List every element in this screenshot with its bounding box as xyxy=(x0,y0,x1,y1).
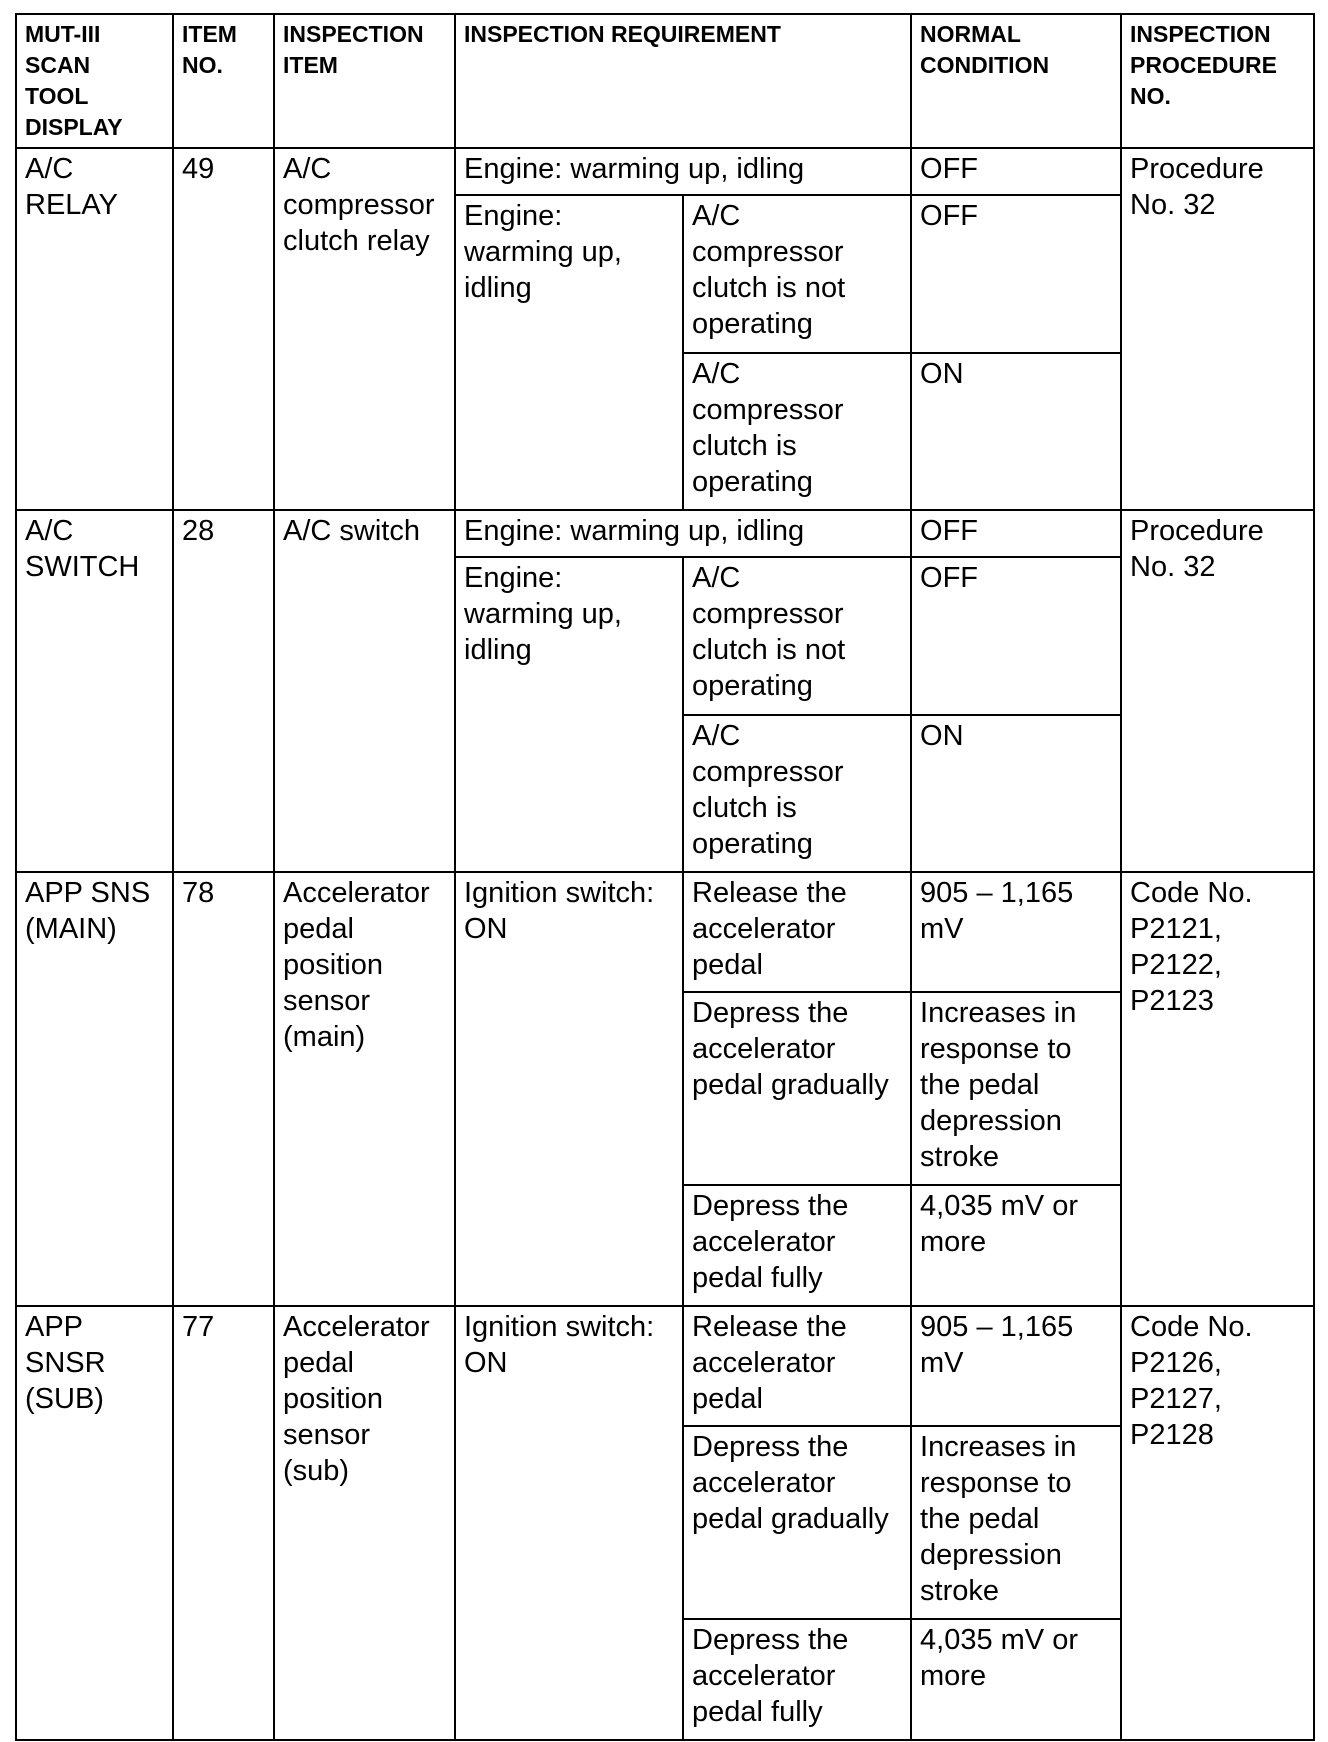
requirement-group-cell: Ignition switch: ON xyxy=(455,872,683,1306)
item-no-cell: 77 xyxy=(173,1306,274,1740)
procedure-cell: Code No. P2121, P2122, P2123 xyxy=(1121,872,1314,1306)
requirement-cell: Engine: warming up, idling xyxy=(455,148,911,195)
normal-condition-cell: ON xyxy=(911,353,1121,510)
normal-condition-cell: OFF xyxy=(911,195,1121,353)
normal-condition-cell: OFF xyxy=(911,148,1121,195)
procedure-cell: Procedure No. 32 xyxy=(1121,148,1314,510)
normal-condition-cell: ON xyxy=(911,715,1121,872)
item-no-cell: 49 xyxy=(173,148,274,510)
requirement-group-cell: Engine: warming up, idling xyxy=(455,195,683,510)
sub-requirement-cell: A/C compressor clutch is not operating xyxy=(683,557,911,715)
inspection-table xyxy=(15,13,1315,1741)
table-row xyxy=(16,148,1314,195)
display-cell: A/C RELAY xyxy=(16,148,173,510)
display-cell: APP SNS (MAIN) xyxy=(16,872,173,1306)
sub-requirement-cell: Release the accelerator pedal xyxy=(683,1306,911,1426)
sub-requirement-cell: Depress the accelerator pedal gradually xyxy=(683,1426,911,1619)
normal-condition-cell: OFF xyxy=(911,510,1121,557)
sub-requirement-cell: Depress the accelerator pedal fully xyxy=(683,1185,911,1306)
header-inspection-item: INSPECTION ITEM xyxy=(274,14,455,148)
header-inspection-requirement: INSPECTION REQUIREMENT xyxy=(455,14,911,148)
sub-requirement-cell: Release the accelerator pedal xyxy=(683,872,911,992)
table-row xyxy=(16,872,1314,992)
inspection-item-cell: Accelerator pedal position sensor (main) xyxy=(274,872,455,1306)
sub-requirement-cell: A/C compressor clutch is not operating xyxy=(683,195,911,353)
requirement-group-cell: Ignition switch: ON xyxy=(455,1306,683,1740)
normal-condition-cell: 905 – 1,165 mV xyxy=(911,1306,1121,1426)
normal-condition-cell: Increases in response to the pedal depression stroke xyxy=(911,992,1121,1185)
header-row xyxy=(16,14,1314,148)
header-scan-tool-display: MUT-III SCAN TOOL DISPLAY xyxy=(16,14,173,148)
normal-condition-cell: 905 – 1,165 mV xyxy=(911,872,1121,992)
item-no-cell: 28 xyxy=(173,510,274,872)
normal-condition-cell: OFF xyxy=(911,557,1121,715)
normal-condition-cell: 4,035 mV or more xyxy=(911,1185,1121,1306)
normal-condition-cell: Increases in response to the pedal depression stroke xyxy=(911,1426,1121,1619)
requirement-cell: Engine: warming up, idling xyxy=(455,510,911,557)
display-cell: APP SNSR (SUB) xyxy=(16,1306,173,1740)
header-normal-condition: NORMAL CONDITION xyxy=(911,14,1121,148)
inspection-item-cell: A/C compressor clutch relay xyxy=(274,148,455,510)
requirement-group-cell: Engine: warming up, idling xyxy=(455,557,683,872)
procedure-cell: Code No. P2126, P2127, P2128 xyxy=(1121,1306,1314,1740)
header-procedure-no: INSPECTION PROCEDURE NO. xyxy=(1121,14,1314,148)
display-cell: A/C SWITCH xyxy=(16,510,173,872)
table-row xyxy=(16,510,1314,557)
normal-condition-cell: 4,035 mV or more xyxy=(911,1619,1121,1740)
header-item-no: ITEM NO. xyxy=(173,14,274,148)
sub-requirement-cell: A/C compressor clutch is operating xyxy=(683,353,911,510)
sub-requirement-cell: Depress the accelerator pedal gradually xyxy=(683,992,911,1185)
table-row xyxy=(16,1306,1314,1426)
sub-requirement-cell: Depress the accelerator pedal fully xyxy=(683,1619,911,1740)
inspection-item-cell: A/C switch xyxy=(274,510,455,872)
procedure-cell: Procedure No. 32 xyxy=(1121,510,1314,872)
sub-requirement-cell: A/C compressor clutch is operating xyxy=(683,715,911,872)
inspection-item-cell: Accelerator pedal position sensor (sub) xyxy=(274,1306,455,1740)
item-no-cell: 78 xyxy=(173,872,274,1306)
